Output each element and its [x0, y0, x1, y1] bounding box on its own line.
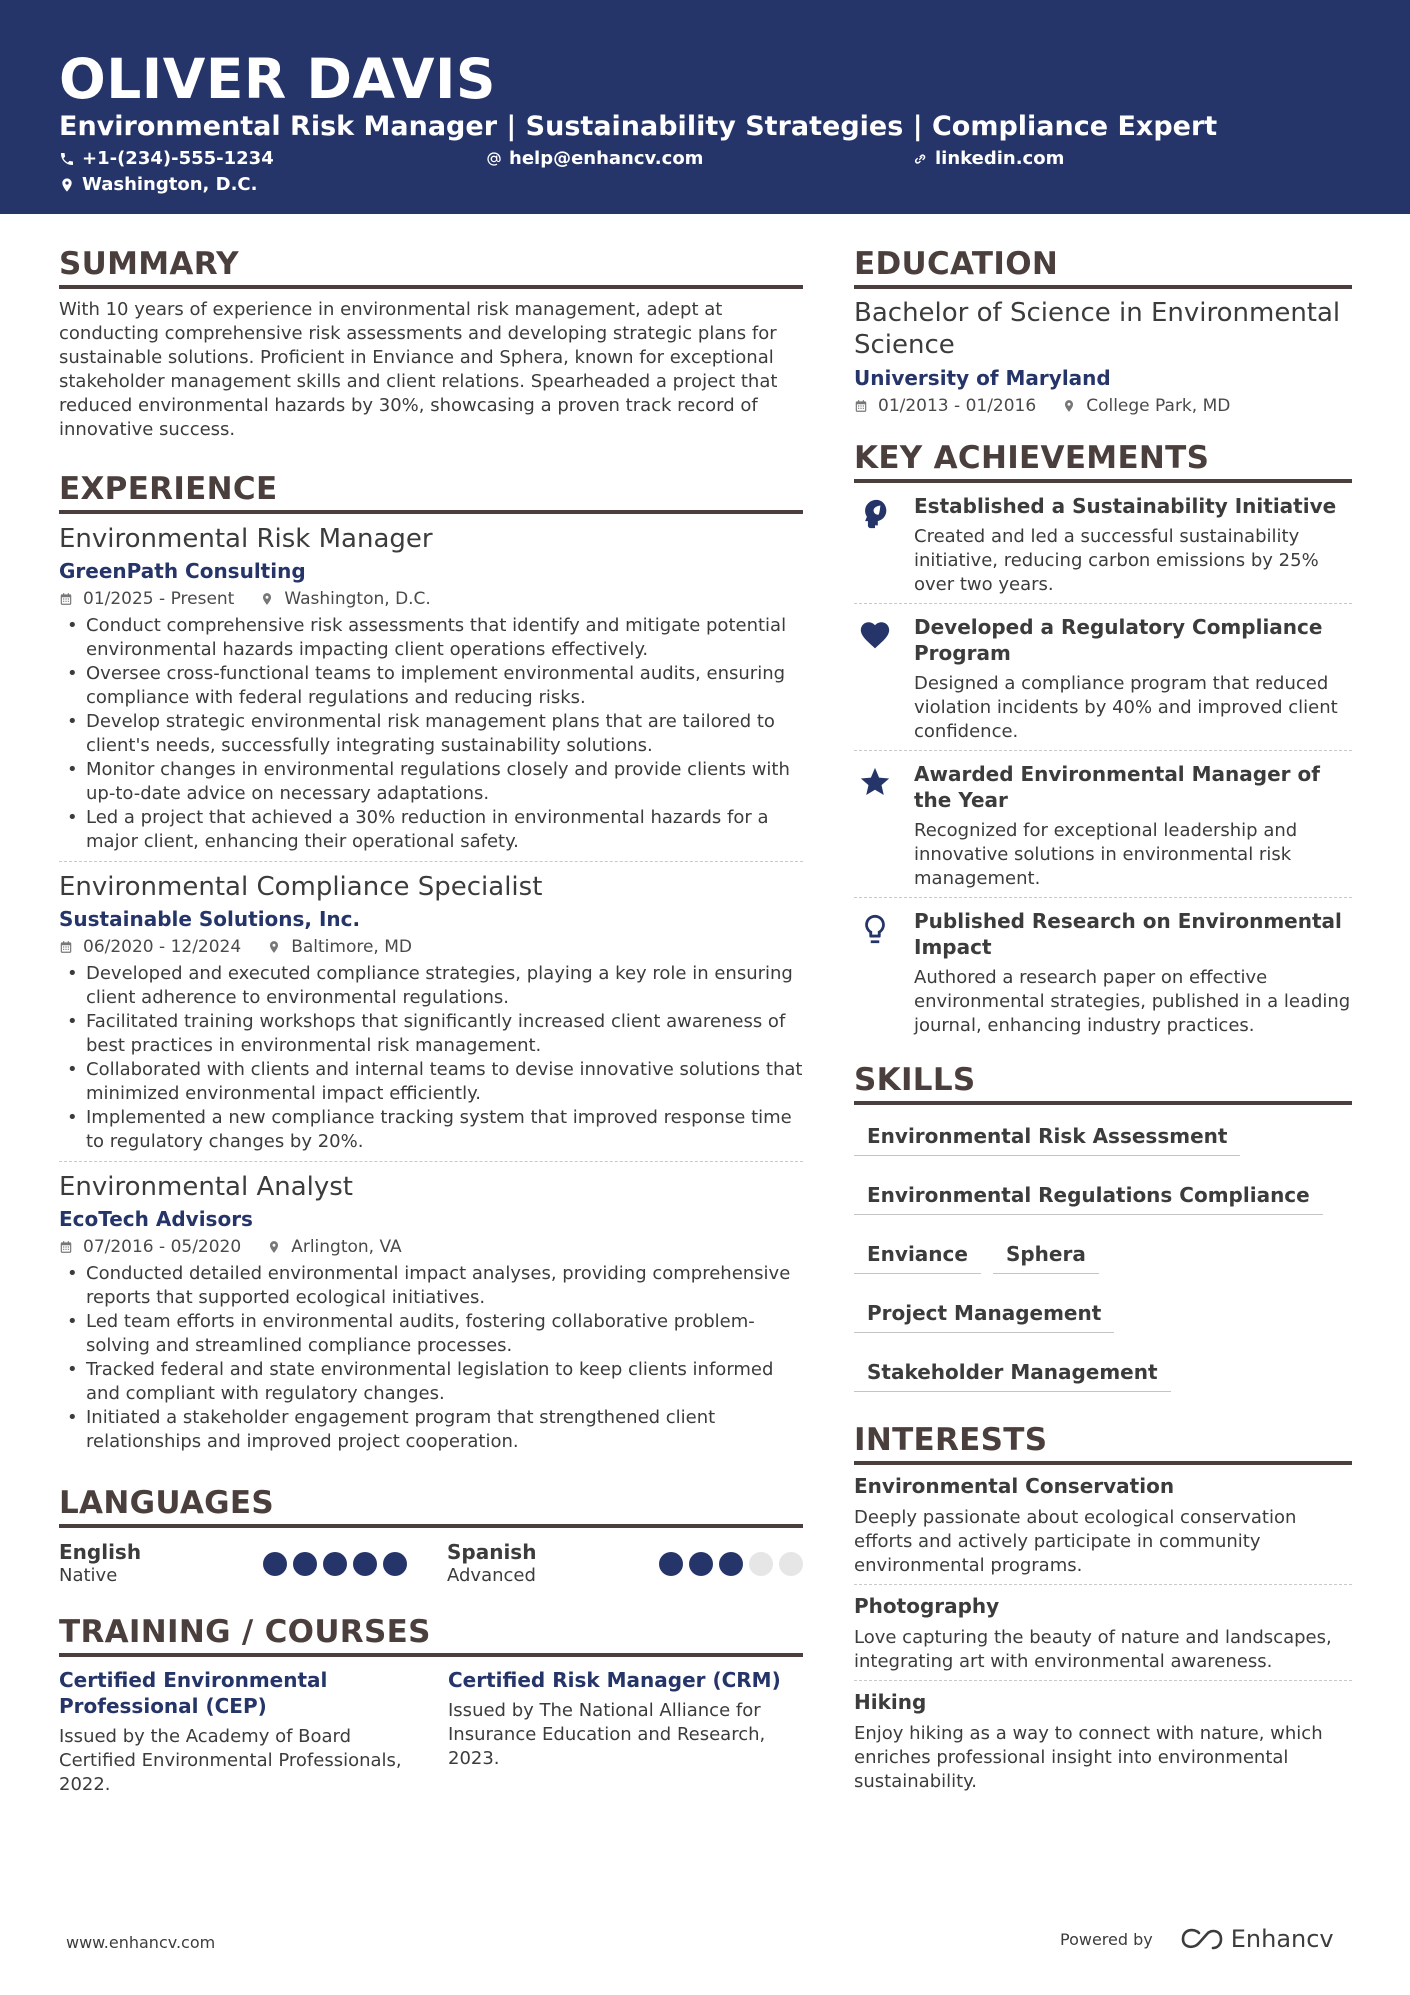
bullet-item: • Develop strategic environmental risk management plans that are tailored to client's needs, successfully integrating sustainability solutions. [59, 710, 803, 758]
rating-dot-filled [719, 1552, 743, 1576]
contact-location [59, 174, 257, 196]
contact-linkedin[interactable] [912, 148, 1064, 170]
job-bullets [59, 614, 803, 854]
bullet-item: • Initiated a stakeholder engagement program that strengthened client relationships and improved project cooperation. [59, 1406, 803, 1454]
job-location [267, 1235, 401, 1259]
skills-section [854, 1060, 1352, 1406]
bullet-item: • Conduct comprehensive risk assessments that identify and mitigate potential environmental hazards impacting client operations effectively. [59, 614, 803, 662]
achievement-description: Recognized for exceptional leadership and innovative solutions in environmental risk management. [914, 820, 1298, 889]
job-company: GreenPath Consulting [59, 559, 306, 583]
skill-list [854, 1111, 1352, 1406]
achievement-title: Developed a Regulatory Compliance Program [914, 615, 1323, 665]
achievement-item [854, 898, 1352, 1044]
phone-icon [59, 151, 75, 167]
job-title: Environmental Compliance Specialist [59, 872, 543, 902]
education-dates: 01/2013 - 01/2016 [878, 396, 1037, 416]
job-dates: 07/2016 - 05/2020 [83, 1237, 242, 1257]
bullet-item: • Implemented a new compliance tracking system that improved response time to regulatory changes by 20%. [59, 1106, 803, 1154]
bullet-item: • Collaborated with clients and internal teams to devise innovative solutions that minimized environmental impact efficiently. [59, 1058, 803, 1106]
powered-by-label: Powered by [1060, 1929, 1153, 1949]
left-column [59, 244, 803, 1797]
course-item [448, 1667, 803, 1797]
achievement-title: Established a Sustainability Initiative [914, 494, 1337, 518]
calendar-icon [59, 940, 73, 954]
job-dates: 06/2020 - 12/2024 [83, 937, 242, 957]
course-title: Certified Risk Manager (CRM) [448, 1668, 781, 1692]
achievement-description: Created and led a successful sustainability initiative, reducing carbon emissions by 25% over two years. [914, 526, 1319, 595]
skill-tag: Environmental Risk Assessment [854, 1111, 1240, 1156]
job-entry [59, 514, 803, 862]
interest-description: Deeply passionate about ecological conservation efforts and actively participate in community environmental programs. [854, 1507, 1297, 1576]
job-title: Environmental Risk Manager [59, 524, 433, 554]
achievement-item [854, 751, 1352, 898]
at-icon [486, 151, 502, 167]
location-pin-icon [267, 1240, 281, 1254]
job-dates: 01/2025 - Present [83, 589, 235, 609]
interest-description: Enjoy hiking as a way to connect with nature, which enriches professional insight into environmental sustainability. [854, 1723, 1323, 1792]
interest-item [854, 1585, 1352, 1681]
bullet-item: • Led a project that achieved a 30% reduction in environmental hazards for a major client, enhancing their operational safety. [59, 806, 803, 854]
job-bullets [59, 962, 803, 1154]
course-description: Issued by The National Alliance for Insurance Education and Research, 2023. [448, 1700, 766, 1769]
language-name: Spanish [447, 1540, 537, 1564]
achievement-icon-wrap [854, 493, 914, 597]
rating-dot-filled [263, 1552, 287, 1576]
right-column [854, 244, 1352, 1800]
bullet-item: • Tracked federal and state environmental legislation to keep clients informed and compliant with regulatory changes. [59, 1358, 803, 1406]
rating-dot-filled [659, 1552, 683, 1576]
language-level: Advanced [447, 1565, 536, 1586]
bullet-item: • Monitor changes in environmental regulations closely and provide clients with up-to-date advice on necessary adaptations. [59, 758, 803, 806]
achievement-icon-wrap [854, 908, 914, 1038]
education-location-text: College Park, MD [1086, 396, 1231, 416]
calendar-icon [59, 1240, 73, 1254]
language-item [447, 1540, 803, 1588]
experience-section [59, 469, 803, 1461]
location-pin-icon [1062, 399, 1076, 413]
language-level: Native [59, 1565, 118, 1586]
rating-dot-empty [779, 1552, 803, 1576]
rating-dot-filled [353, 1552, 377, 1576]
job-entry [59, 862, 803, 1162]
location-pin-icon [260, 592, 274, 606]
education-location [1062, 394, 1230, 418]
course-item [59, 1667, 448, 1797]
enhancv-logo[interactable] [1179, 1925, 1334, 1953]
contact-email[interactable] [486, 148, 703, 170]
summary-heading: SUMMARY [59, 244, 803, 289]
bullet-item: • Conducted detailed environmental impact analyses, providing comprehensive reports that supported ecological initiatives. [59, 1262, 803, 1310]
course-list [59, 1667, 803, 1797]
rating-dot-filled [293, 1552, 317, 1576]
achievement-description: Designed a compliance program that reduced violation incidents by 40% and improved client confidence. [914, 673, 1338, 742]
job-bullets [59, 1262, 803, 1454]
brand-name: Enhancv [1230, 1925, 1334, 1953]
location-pin-icon [267, 940, 281, 954]
job-title: Environmental Analyst [59, 1172, 353, 1202]
education-section [854, 244, 1352, 418]
summary-section [59, 244, 803, 442]
job-entry [59, 1162, 803, 1461]
skill-tag: Stakeholder Management [854, 1347, 1171, 1392]
footer-branding [1060, 1925, 1334, 1953]
achievement-icon-wrap [854, 761, 914, 891]
achievement-description: Authored a research paper on effective environmental strategies, published in a leading journal, enhancing industry practices. [914, 967, 1351, 1036]
skills-heading: SKILLS [854, 1060, 1352, 1105]
calendar-icon [59, 592, 73, 606]
interest-title: Hiking [854, 1690, 927, 1714]
interests-section [854, 1420, 1352, 1800]
course-title: Certified Environmental Professional (CEP) [59, 1668, 328, 1718]
school-name: University of Maryland [854, 366, 1111, 390]
language-item [59, 1540, 447, 1588]
degree-title: Bachelor of Science in Environmental Science [854, 298, 1341, 360]
rating-dot-empty [749, 1552, 773, 1576]
interest-description: Love capturing the beauty of nature and landscapes, integrating art with environmental awareness. [854, 1627, 1332, 1672]
star-icon [858, 765, 892, 799]
bullet-item: • Facilitated training workshops that significantly increased client awareness of best practices in environmental risk management. [59, 1010, 803, 1058]
interest-item [854, 1681, 1352, 1800]
skill-tag: Environmental Regulations Compliance [854, 1170, 1323, 1215]
lightbulb-icon [858, 912, 892, 946]
language-rating [263, 1552, 407, 1576]
job-meta [59, 935, 803, 959]
location-pin-icon [59, 177, 75, 193]
calendar-icon [854, 399, 868, 413]
job-location-text: Baltimore, MD [291, 937, 412, 957]
job-meta [59, 1235, 803, 1259]
location-text: Washington, D.C. [82, 174, 258, 195]
candidate-headline: Environmental Risk Manager | Sustainability Strategies | Compliance Expert [59, 111, 1218, 142]
achievements-heading: KEY ACHIEVEMENTS [854, 438, 1352, 483]
job-company: Sustainable Solutions, Inc. [59, 907, 361, 931]
job-location [260, 587, 430, 611]
interest-title: Photography [854, 1594, 1000, 1618]
languages-section [59, 1483, 803, 1588]
job-location-text: Arlington, VA [291, 1237, 402, 1257]
experience-heading: EXPERIENCE [59, 469, 803, 514]
footer-website[interactable]: www.enhancv.com [66, 1933, 216, 1952]
enhancv-logo-icon [1179, 1926, 1225, 1952]
education-meta [854, 394, 1352, 418]
training-section [59, 1612, 803, 1797]
linkedin-text[interactable]: linkedin.com [935, 148, 1065, 169]
contact-phone [59, 148, 274, 170]
education-heading: EDUCATION [854, 244, 1352, 289]
training-heading: TRAINING / COURSES [59, 1612, 803, 1657]
interests-heading: INTERESTS [854, 1420, 1352, 1465]
resume-header [0, 0, 1410, 214]
languages-heading: LANGUAGES [59, 1483, 803, 1528]
job-location [267, 935, 412, 959]
summary-text: With 10 years of experience in environmental risk management, adept at conducting comprehensive risk assessments and developing strategic plans for sustainable solutions. Proficient in Enviance and Sphera, known for exceptional stakeholder management skills and client relations. Spearheaded a project that reduced environmental hazards by 30%, showcasing a proven track record of innovative success. [59, 299, 778, 440]
language-rating [659, 1552, 803, 1576]
bullet-item: • Led team efforts in environmental audits, fostering collaborative problem-solving and streamlined compliance processes. [59, 1310, 803, 1358]
skill-tag: Sphera [993, 1229, 1099, 1274]
skill-tag: Enviance [854, 1229, 981, 1274]
achievement-icon-wrap [854, 614, 914, 744]
language-name: English [59, 1540, 142, 1564]
course-description: Issued by the Academy of Board Certified Environmental Professionals, 2022. [59, 1726, 402, 1795]
job-meta [59, 587, 803, 611]
rating-dot-filled [383, 1552, 407, 1576]
head-leaf-icon [858, 497, 892, 531]
candidate-name: OLIVER DAVIS [59, 47, 497, 111]
language-list [59, 1540, 803, 1588]
achievement-title: Published Research on Environmental Impact [914, 909, 1342, 959]
achievement-title: Awarded Environmental Manager of the Year [914, 762, 1320, 812]
interest-item [854, 1465, 1352, 1585]
rating-dot-filled [689, 1552, 713, 1576]
bullet-item: • Oversee cross-functional teams to implement environmental audits, ensuring compliance with federal regulations and reducing risks. [59, 662, 803, 710]
job-company: EcoTech Advisors [59, 1207, 253, 1231]
skill-tag: Project Management [854, 1288, 1114, 1333]
bullet-item: • Developed and executed compliance strategies, playing a key role in ensuring client adherence to environmental regulations. [59, 962, 803, 1010]
interest-title: Environmental Conservation [854, 1474, 1175, 1498]
heart-icon [858, 618, 892, 652]
job-location-text: Washington, D.C. [284, 589, 431, 609]
achievement-item [854, 604, 1352, 751]
rating-dot-filled [323, 1552, 347, 1576]
email-text[interactable]: help@enhancv.com [509, 148, 704, 169]
achievements-section [854, 438, 1352, 1044]
link-icon [912, 151, 928, 167]
phone-text: +1-(234)-555-1234 [82, 148, 274, 169]
achievement-item [854, 483, 1352, 604]
